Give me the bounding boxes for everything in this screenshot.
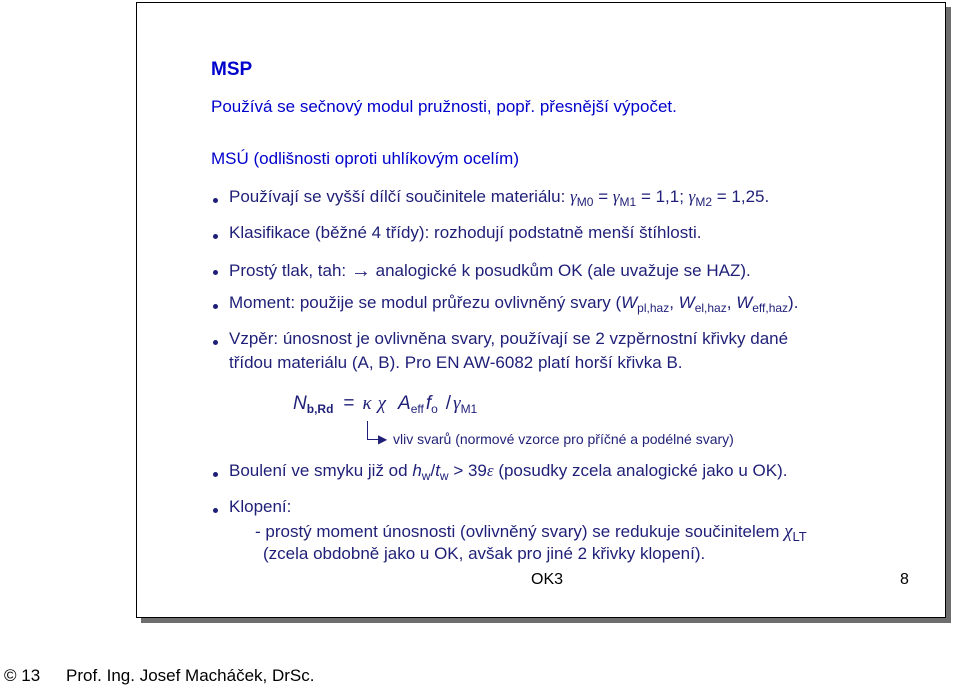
bullet-lateral-torsional: Klopení: — [229, 497, 292, 516]
subscript: M0 — [576, 195, 594, 209]
subscript: eff,haz — [752, 301, 789, 315]
subscript: o — [431, 402, 438, 416]
subscript: M1 — [619, 195, 637, 209]
slide-page-number: 8 — [900, 571, 909, 588]
bullet-dot — [213, 472, 218, 477]
arrow-right-icon: → — [350, 260, 371, 282]
symbol-f: f — [425, 393, 432, 414]
bullet-shear-buckling — [229, 461, 787, 481]
bullet-tension-compression — [229, 259, 751, 282]
subscript: b,Rd — [306, 402, 334, 416]
page-copyright: © 13 — [4, 666, 41, 685]
gamma-symbol: γ — [453, 393, 461, 414]
division-slash: / — [445, 393, 452, 414]
symbol-w: W — [678, 293, 695, 312]
bullet-text: (posudky zcela analogické jako u OK). — [493, 461, 788, 480]
bullet-text: / — [430, 461, 436, 480]
bullet-buckling-line1: Vzpěr: únosnost je ovlivněna svary, používají se 2 vzpěrnostní křivky dané — [229, 329, 789, 348]
bullet-dot — [213, 270, 218, 275]
subscript: w — [421, 469, 431, 483]
gamma-symbol: γ — [570, 187, 577, 206]
kappa-symbol: κ — [362, 393, 372, 414]
bullet-material-factors — [229, 187, 769, 207]
bullet-text: = 1,25. — [712, 187, 770, 206]
arrow-right-icon: ▶ — [378, 432, 388, 446]
subscript: el,haz — [694, 301, 727, 315]
symbol-a: A — [398, 393, 411, 414]
lateral-torsional-line2: (zcela obdobně jako u OK, avšak pro jiné 2 křivky klopení). — [263, 544, 706, 563]
slide-title: MSP — [211, 59, 253, 80]
bullet-text: , — [669, 293, 679, 312]
bullet-classification: Klasifikace (běžné 4 třídy): rozhodují podstatně menší štíhlosti. — [229, 223, 702, 242]
bullet-dot — [213, 198, 218, 203]
bullet-buckling-line2: třídou materiálu (A, B). Pro EN AW-6082 platí horší křivka B. — [229, 353, 683, 372]
gamma-symbol: γ — [688, 187, 696, 206]
symbol-h: h — [412, 461, 422, 480]
equals-sign: = — [343, 393, 355, 414]
bullet-text: analogické k posudkům OK (ale uvažuje se HAZ). — [370, 261, 751, 280]
bullet-text: Moment: použije se modul průřezu ovlivněný svary ( — [229, 293, 622, 312]
bullet-text: = 1,1; — [636, 187, 689, 206]
intro-text: Používá se sečnový modul pružnosti, popř. přesnější výpočet. — [211, 97, 677, 116]
gamma-symbol: γ — [612, 187, 620, 206]
subscript: M2 — [695, 195, 713, 209]
symbol-t: t — [435, 461, 440, 480]
buckling-formula — [293, 393, 477, 415]
subscript: eff — [410, 402, 424, 416]
subscript: M1 — [460, 402, 478, 416]
symbol-w: W — [621, 293, 638, 312]
slide-footer-label: OK3 — [531, 571, 564, 588]
bullet-dot — [213, 508, 218, 513]
page-author: Prof. Ing. Josef Macháček, DrSc. — [66, 666, 315, 685]
symbol-n: N — [293, 393, 307, 414]
bullet-text: Používají se vyšší dílčí součinitele materiálu: — [229, 187, 571, 206]
bullet-text: Prostý tlak, tah: — [229, 261, 351, 280]
bullet-text: Boulení ve smyku již od — [229, 461, 413, 480]
chi-symbol: χ — [377, 393, 386, 414]
subscript: w — [439, 469, 449, 483]
slide — [136, 2, 946, 618]
bullet-dot — [213, 304, 218, 309]
chi-symbol: χ — [784, 521, 793, 542]
symbol-w: W — [736, 293, 753, 312]
bullet-dot — [213, 234, 218, 239]
bullet-text: ). — [788, 293, 799, 312]
subscript: pl,haz — [637, 301, 670, 315]
bullet-text: = — [593, 187, 613, 206]
section-heading: MSÚ (odlišnosti oproti uhlíkovým ocelím) — [211, 149, 519, 168]
bullet-text: , — [726, 293, 737, 312]
bullet-moment — [229, 293, 798, 313]
bullet-text: - prostý moment únosnosti (ovlivněný svary) se redukuje součinitelem — [255, 522, 785, 541]
subscript: LT — [792, 529, 807, 544]
lateral-torsional-line1 — [255, 521, 807, 543]
weld-influence-note: vliv svarů (normové vzorce pro příčné a podélné svary) — [393, 431, 734, 447]
bullet-dot — [213, 340, 218, 345]
epsilon-symbol: ε — [486, 461, 494, 480]
bullet-text: > 39 — [448, 461, 487, 480]
